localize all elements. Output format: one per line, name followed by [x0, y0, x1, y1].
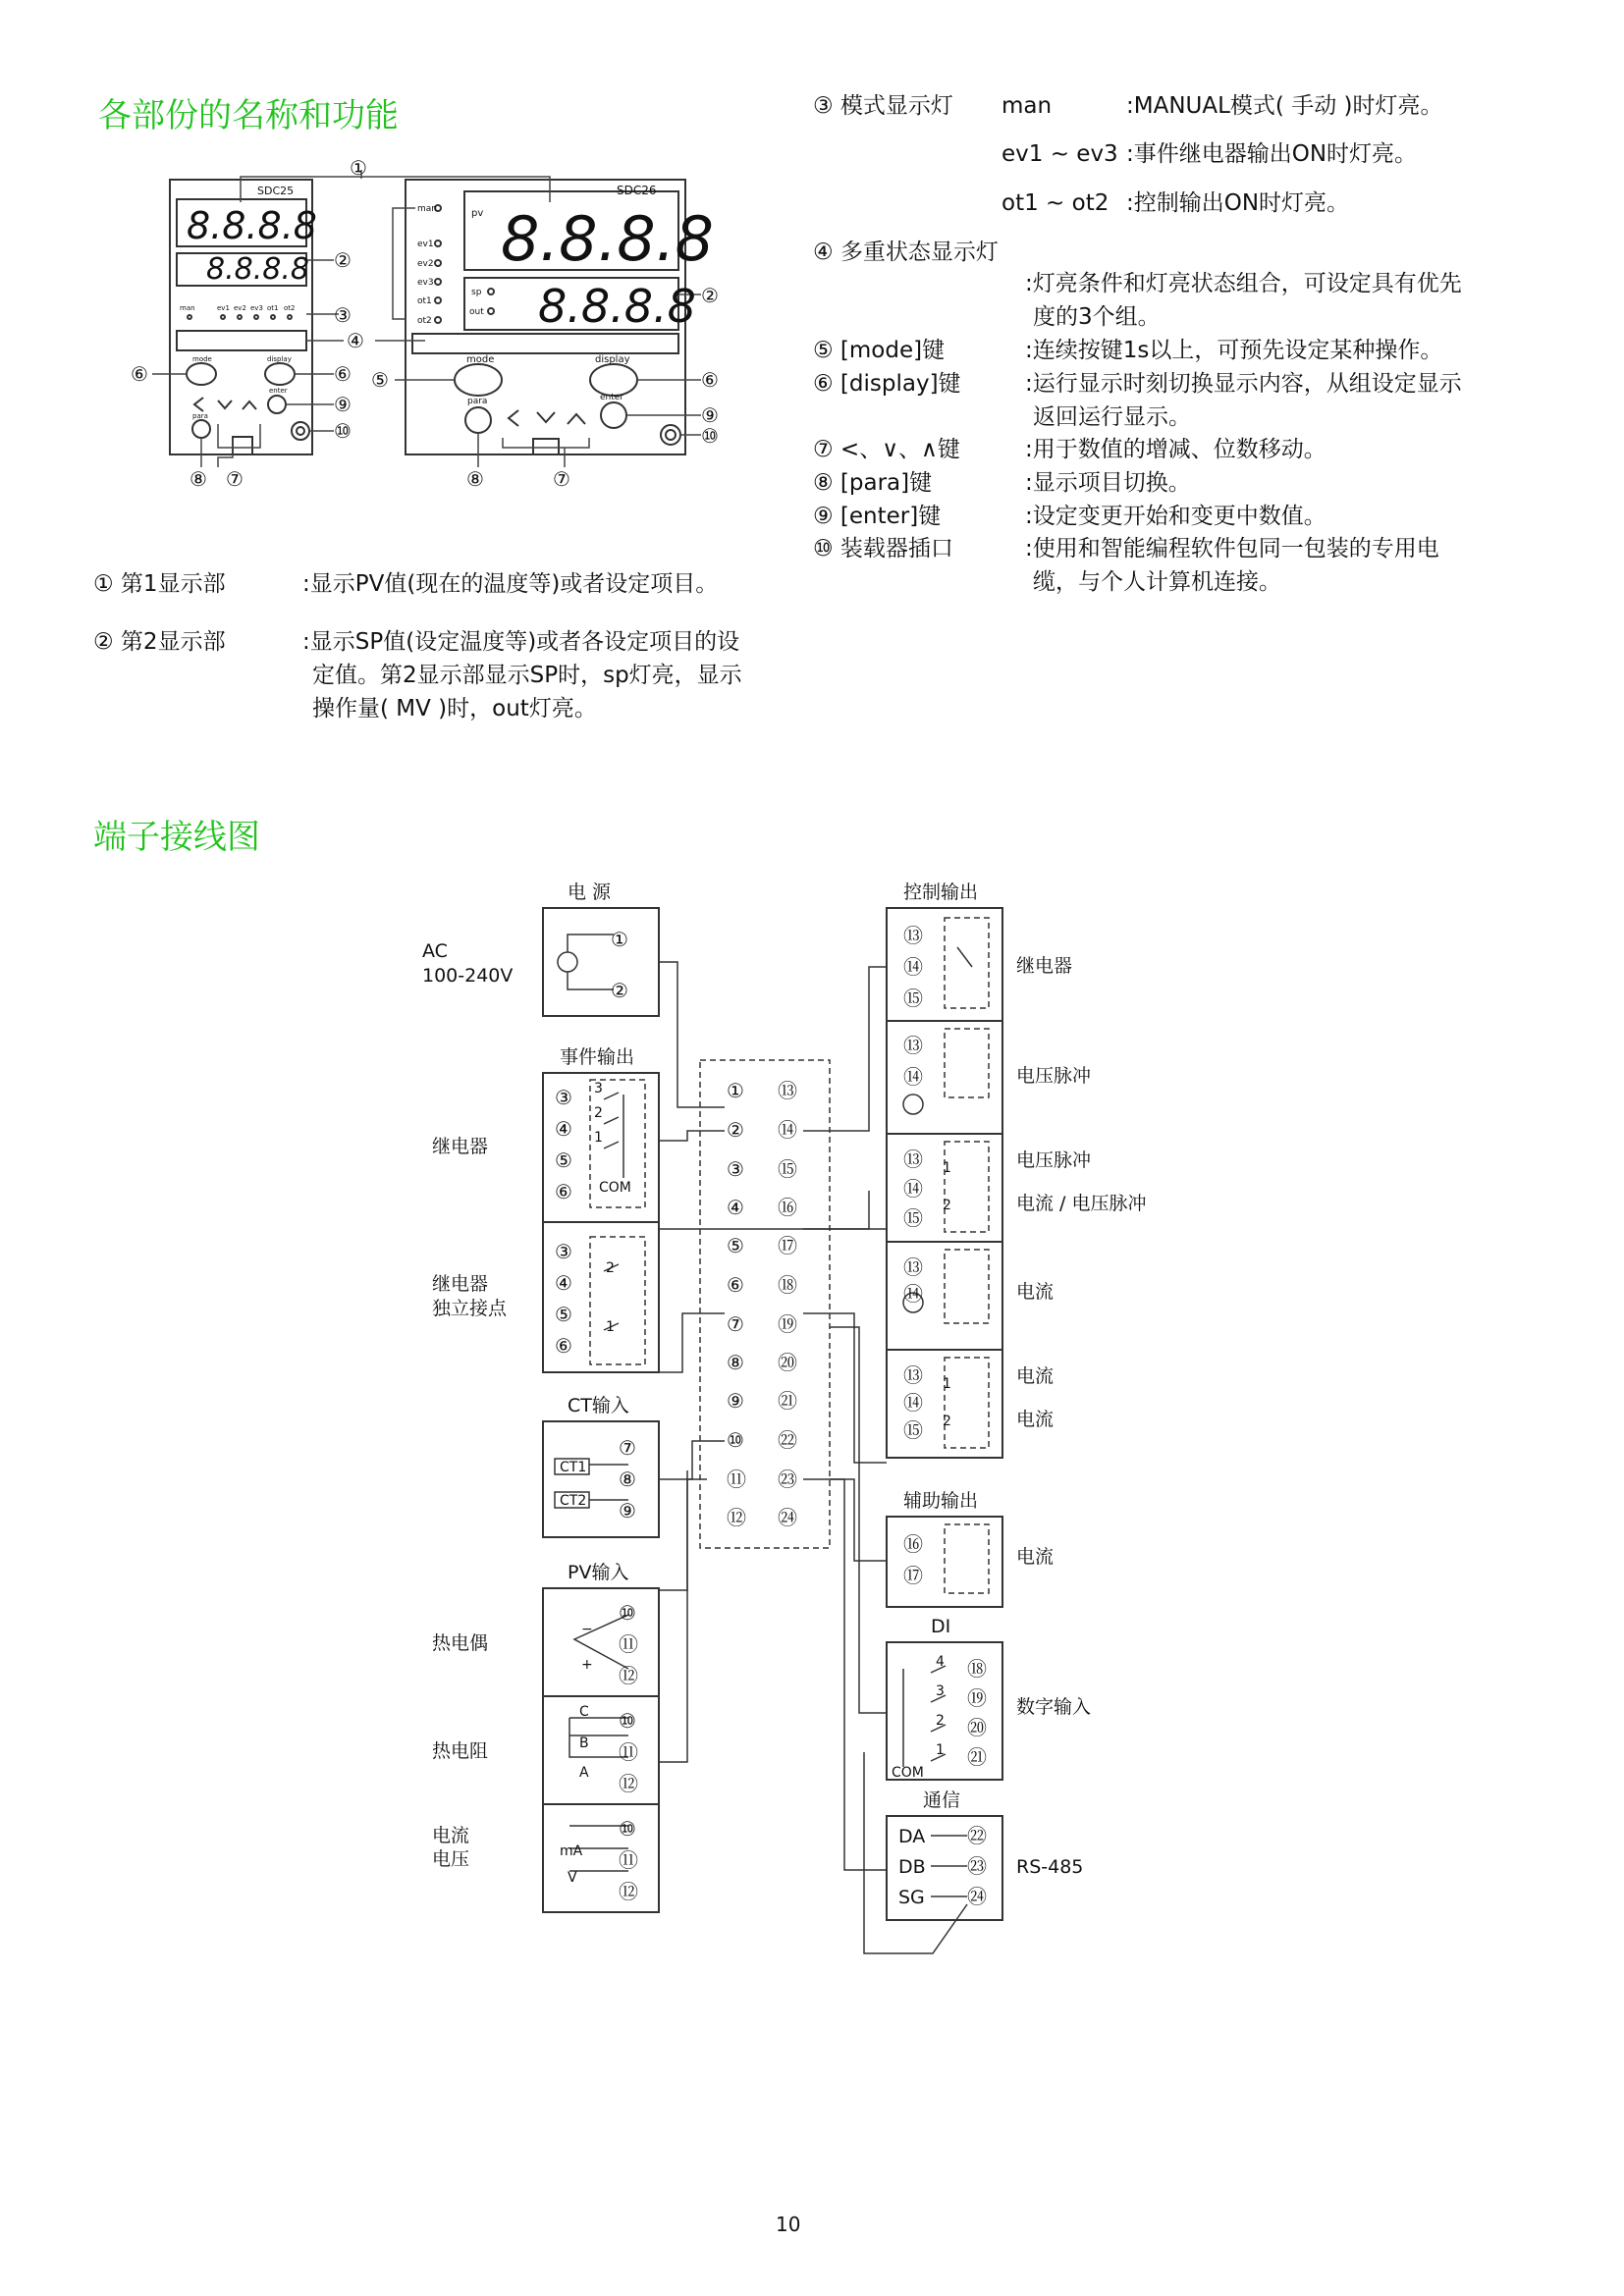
- event-indep-label-1: 继电器: [432, 1273, 489, 1295]
- terminal-7: ⑦: [619, 1436, 636, 1460]
- lamp-small-label: ot2: [284, 304, 296, 312]
- pv-input-title: PV输入: [568, 1562, 629, 1583]
- sv-display-small: 8.8.8.8: [206, 252, 309, 287]
- terminal-5: ⑤: [555, 1148, 572, 1172]
- lamp-small-label: ot1: [267, 304, 279, 312]
- control-relay-label: 继电器: [1016, 955, 1073, 977]
- page-number: 10: [776, 2213, 801, 2236]
- desc-6-text: 返回运行显示。: [1033, 404, 1191, 430]
- terminal-13: ⑬: [778, 1079, 797, 1102]
- event-indep-contact-2: 2: [606, 1260, 615, 1276]
- ct2-label: CT2: [560, 1493, 587, 1509]
- terminal-17: ⑰: [903, 1564, 923, 1587]
- desc-3-key: ev1 ~ ev3: [1001, 141, 1118, 167]
- terminal-20: ⑳: [778, 1351, 797, 1374]
- terminal-18: ⑱: [778, 1273, 797, 1297]
- terminal-8: ⑧: [619, 1468, 636, 1491]
- terminal-13: ⑬: [903, 924, 923, 947]
- desc-8-num: ⑧ [para]键: [813, 470, 933, 496]
- desc-6-num: ⑥ [display]键: [813, 371, 961, 397]
- di-label: 数字输入: [1016, 1696, 1092, 1718]
- terminal-10: ⑩: [619, 1601, 636, 1625]
- terminal-10: ⑩: [619, 1709, 636, 1733]
- lamp-small-label: ev1: [217, 304, 230, 312]
- di-contact-1: 1: [936, 1742, 945, 1758]
- terminal-21: ㉑: [778, 1389, 797, 1413]
- lamp-sp-label: sp: [471, 288, 482, 297]
- comm-signal-db: DB: [898, 1856, 926, 1878]
- ac-label: AC: [422, 940, 448, 962]
- thermocouple-label: 热电偶: [432, 1632, 489, 1654]
- desc-9-text: :设定变更开始和变更中数值。: [1025, 504, 1326, 529]
- terminal-17: ⑰: [778, 1234, 797, 1257]
- para-key-label-small: para: [192, 412, 208, 420]
- terminal-3: ③: [727, 1157, 744, 1181]
- terminal-19: ⑲: [967, 1686, 987, 1710]
- terminal-14: ⑭: [778, 1118, 797, 1142]
- terminal-13: ⑬: [903, 1148, 923, 1171]
- callout-8: ⑧: [189, 467, 207, 491]
- desc-3-value: :事件继电器输出ON时灯亮。: [1126, 141, 1418, 167]
- event-com-label: COM: [599, 1180, 631, 1196]
- event-relay-label: 继电器: [432, 1136, 489, 1157]
- rtd-c-label: C: [579, 1704, 589, 1720]
- terminal-19: ⑲: [778, 1312, 797, 1336]
- terminal-18: ⑱: [967, 1657, 987, 1681]
- callout-4: ④: [347, 329, 364, 352]
- control-current-label-2b: 电流: [1016, 1409, 1055, 1430]
- terminal-5: ⑤: [727, 1234, 744, 1257]
- callout-7: ⑦: [226, 467, 244, 491]
- desc-1-text: :显示PV值(现在的温度等)或者设定项目。: [302, 571, 719, 597]
- model-label-large: SDC26: [617, 184, 657, 197]
- desc-3-value: :MANUAL模式( 手动 )时灯亮。: [1126, 93, 1443, 119]
- desc-7-text: :用于数值的增减、位数移动。: [1025, 437, 1326, 462]
- terminal-14: ⑭: [903, 1065, 923, 1089]
- terminal-15: ⑮: [903, 1206, 923, 1230]
- control-current-label-2a: 电流: [1016, 1365, 1055, 1387]
- callout-6: ⑥: [334, 362, 352, 386]
- terminal-4: ④: [727, 1196, 744, 1219]
- tc-minus: −: [581, 1622, 593, 1637]
- lamp-out-label: out: [469, 307, 484, 317]
- terminal-13: ⑬: [903, 1363, 923, 1387]
- pv-display-small: 8.8.8.8: [187, 204, 317, 247]
- event-contact-2: 2: [594, 1105, 603, 1121]
- event-contact-3: 3: [594, 1081, 603, 1096]
- channel-1-label: 1: [943, 1376, 951, 1392]
- terminal-2: ②: [727, 1118, 744, 1142]
- desc-4-text: 度的3个组。: [1033, 304, 1161, 330]
- display-key-label-small: display: [267, 355, 292, 363]
- control-current-label: 电流: [1016, 1281, 1055, 1303]
- power-title: 电 源: [568, 881, 612, 903]
- ct-input-block: [543, 1421, 659, 1537]
- desc-2-text: :显示SP值(设定温度等)或者各设定项目的设: [302, 629, 740, 655]
- rtd-a-label: A: [579, 1765, 589, 1781]
- desc-5-text: :连续按键1s以上，可预先设定某种操作。: [1025, 338, 1443, 363]
- terminal-6: ⑥: [555, 1180, 572, 1203]
- terminal-8: ⑧: [727, 1351, 744, 1374]
- terminal-11: ⑪: [727, 1468, 746, 1491]
- desc-9-num: ⑨ [enter]键: [813, 504, 942, 529]
- terminal-12: ⑫: [727, 1506, 746, 1529]
- event-indep-label-2: 独立接点: [432, 1298, 508, 1319]
- lamp-label: ev2: [417, 259, 434, 269]
- callout-5: ⑤: [371, 368, 389, 392]
- comm-signal-sg: SG: [898, 1887, 925, 1908]
- section-title-wiring: 端子接线图: [93, 818, 260, 857]
- terminal-12: ⑫: [619, 1664, 638, 1687]
- terminal-23: ㉓: [967, 1854, 987, 1878]
- terminal-4: ④: [555, 1271, 572, 1295]
- control-cvp-label: 电流 / 电压脉冲: [1016, 1193, 1147, 1214]
- rtd-label: 热电阻: [432, 1740, 489, 1762]
- section-title-parts: 各部份的名称和功能: [98, 96, 399, 135]
- desc-2-text: 定值。第2显示部显示SP时，sp灯亮，显示: [312, 663, 742, 688]
- callout-10: ⑩: [701, 424, 719, 448]
- current-label: 电流: [432, 1825, 470, 1846]
- desc-1-num: ① 第1显示部: [93, 571, 226, 597]
- control-vp-label: 电压脉冲: [1016, 1065, 1092, 1087]
- control-output-title: 控制输出: [903, 881, 979, 903]
- desc-6-text: :运行显示时刻切换显示内容，从组设定显示: [1025, 371, 1462, 397]
- terminal-15: ⑮: [903, 1418, 923, 1442]
- ct-input-title: CT输入: [568, 1395, 629, 1416]
- callout-10: ⑩: [334, 419, 352, 443]
- callout-2: ②: [701, 284, 719, 307]
- v-label: V: [568, 1870, 577, 1886]
- control-vp-label-2: 电压脉冲: [1016, 1149, 1092, 1171]
- channel-2-label: 2: [943, 1198, 951, 1213]
- rs485-label: RS-485: [1016, 1856, 1084, 1878]
- terminal-13: ⑬: [903, 1034, 923, 1057]
- terminal-16: ⑯: [778, 1196, 797, 1219]
- terminal-1: ①: [611, 928, 628, 951]
- terminal-1: ①: [727, 1079, 744, 1102]
- desc-4-text: :灯亮条件和灯亮状态组合，可设定具有优先: [1025, 271, 1462, 296]
- desc-7-num: ⑦ <、∨、∧键: [813, 437, 960, 462]
- callout-8: ⑧: [466, 467, 484, 491]
- callout-1: ①: [350, 156, 367, 180]
- desc-3-key: ot1 ~ ot2: [1001, 190, 1110, 216]
- terminal-24: ㉔: [967, 1885, 987, 1908]
- lamp-man-label: man: [417, 204, 437, 214]
- terminal-21: ㉑: [967, 1745, 987, 1769]
- event-contact-1: 1: [594, 1130, 603, 1146]
- lamp-label: ot2: [417, 316, 432, 326]
- terminal-16: ⑯: [903, 1532, 923, 1556]
- pv-thermocouple-block: [543, 1588, 659, 1696]
- ct1-label: CT1: [560, 1460, 587, 1475]
- terminal-23: ㉓: [778, 1468, 797, 1491]
- terminal-13: ⑬: [903, 1255, 923, 1279]
- voltage-label: 100-240V: [422, 965, 514, 987]
- desc-2-num: ② 第2显示部: [93, 629, 226, 655]
- terminal-24: ㉔: [778, 1506, 797, 1529]
- desc-3-value: :控制输出ON时灯亮。: [1126, 190, 1350, 216]
- terminal-4: ④: [555, 1117, 572, 1141]
- terminal-20: ⑳: [967, 1716, 987, 1739]
- di-com-label: COM: [892, 1765, 924, 1781]
- terminal-9: ⑨: [619, 1499, 636, 1522]
- terminal-2: ②: [611, 979, 628, 1002]
- terminal-22: ㉒: [778, 1428, 797, 1452]
- lamp-label: ev3: [417, 278, 434, 288]
- comm-signal-da: DA: [898, 1826, 926, 1847]
- terminal-15: ⑮: [778, 1157, 797, 1181]
- mode-key-label: mode: [466, 354, 495, 365]
- channel-2-label: 2: [943, 1414, 951, 1429]
- terminal-14: ⑭: [903, 1391, 923, 1415]
- terminal-6: ⑥: [727, 1273, 744, 1297]
- desc-10-text: :使用和智能编程软件包同一包装的专用电: [1025, 536, 1439, 561]
- callout-6: ⑥: [131, 362, 148, 386]
- terminal-12: ⑫: [619, 1772, 638, 1795]
- terminal-22: ㉒: [967, 1824, 987, 1847]
- tc-plus: +: [581, 1657, 593, 1673]
- lamp-label: ot1: [417, 296, 432, 306]
- terminal-11: ⑪: [619, 1740, 638, 1764]
- callout-7: ⑦: [553, 467, 570, 491]
- lamp-small-label: man: [180, 304, 195, 312]
- di-title: DI: [931, 1616, 951, 1637]
- ma-label: mA: [560, 1843, 583, 1859]
- desc-10-num: ⑩ 装载器插口: [813, 536, 953, 561]
- rtd-b-label: B: [579, 1735, 589, 1751]
- desc-3-num: ③ 模式显示灯: [813, 93, 953, 119]
- terminal-3: ③: [555, 1240, 572, 1263]
- di-contact-3: 3: [936, 1683, 945, 1699]
- desc-3-key: man: [1001, 93, 1053, 119]
- terminal-9: ⑨: [727, 1389, 744, 1413]
- lamp-small-label: ev3: [250, 304, 263, 312]
- terminal-15: ⑮: [903, 987, 923, 1010]
- terminal-11: ⑪: [619, 1848, 638, 1872]
- desc-8-text: :显示项目切换。: [1025, 470, 1191, 496]
- desc-2-text: 操作量( MV )时，out灯亮。: [312, 696, 597, 721]
- pv-label: pv: [471, 208, 484, 219]
- desc-4-num: ④ 多重状态显示灯: [813, 240, 999, 265]
- callout-9: ⑨: [334, 393, 352, 416]
- enter-key-label: enter: [600, 393, 624, 402]
- mode-key-label-small: mode: [192, 355, 212, 363]
- terminal-14: ⑭: [903, 1177, 923, 1201]
- terminal-7: ⑦: [727, 1312, 744, 1336]
- terminal-3: ③: [555, 1086, 572, 1109]
- enter-key-label-small: enter: [269, 387, 288, 395]
- pv-rtd-block: [543, 1696, 659, 1804]
- callout-9: ⑨: [701, 403, 719, 427]
- model-label-small: SDC25: [257, 185, 295, 197]
- display-key-label: display: [595, 354, 630, 365]
- terminal-11: ⑪: [619, 1632, 638, 1656]
- terminal-block-outline: [700, 1060, 830, 1548]
- callout-2: ②: [334, 248, 352, 272]
- terminal-14: ⑭: [903, 955, 923, 979]
- lamp-label: ev1: [417, 240, 434, 249]
- di-contact-4: 4: [936, 1654, 945, 1670]
- desc-5-num: ⑤ [mode]键: [813, 338, 946, 363]
- terminal-5: ⑤: [555, 1303, 572, 1326]
- callout-6: ⑥: [701, 368, 719, 392]
- terminal-10: ⑩: [619, 1817, 636, 1841]
- pv-display-large: 8.8.8.8: [501, 203, 714, 275]
- aux-current-label: 电流: [1016, 1546, 1055, 1568]
- lamp-small-label: ev2: [234, 304, 246, 312]
- para-key-label: para: [467, 397, 488, 406]
- callout-3: ③: [334, 303, 352, 327]
- terminal-12: ⑫: [619, 1880, 638, 1903]
- event-output-title: 事件输出: [560, 1046, 635, 1068]
- power-block: [543, 908, 659, 1016]
- desc-10-text: 缆，与个人计算机连接。: [1033, 569, 1281, 595]
- sv-display-large: 8.8.8.8: [538, 280, 696, 333]
- aux-output-title: 辅助输出: [903, 1490, 979, 1512]
- event-indep-contact-1: 1: [606, 1319, 615, 1335]
- terminal-14: ⑭: [903, 1282, 923, 1306]
- di-contact-2: 2: [936, 1713, 945, 1729]
- terminal-6: ⑥: [555, 1334, 572, 1358]
- comm-title: 通信: [923, 1789, 961, 1811]
- voltage-input-label: 电压: [432, 1848, 470, 1870]
- channel-1-label: 1: [943, 1160, 951, 1176]
- terminal-10: ⑩: [727, 1428, 744, 1452]
